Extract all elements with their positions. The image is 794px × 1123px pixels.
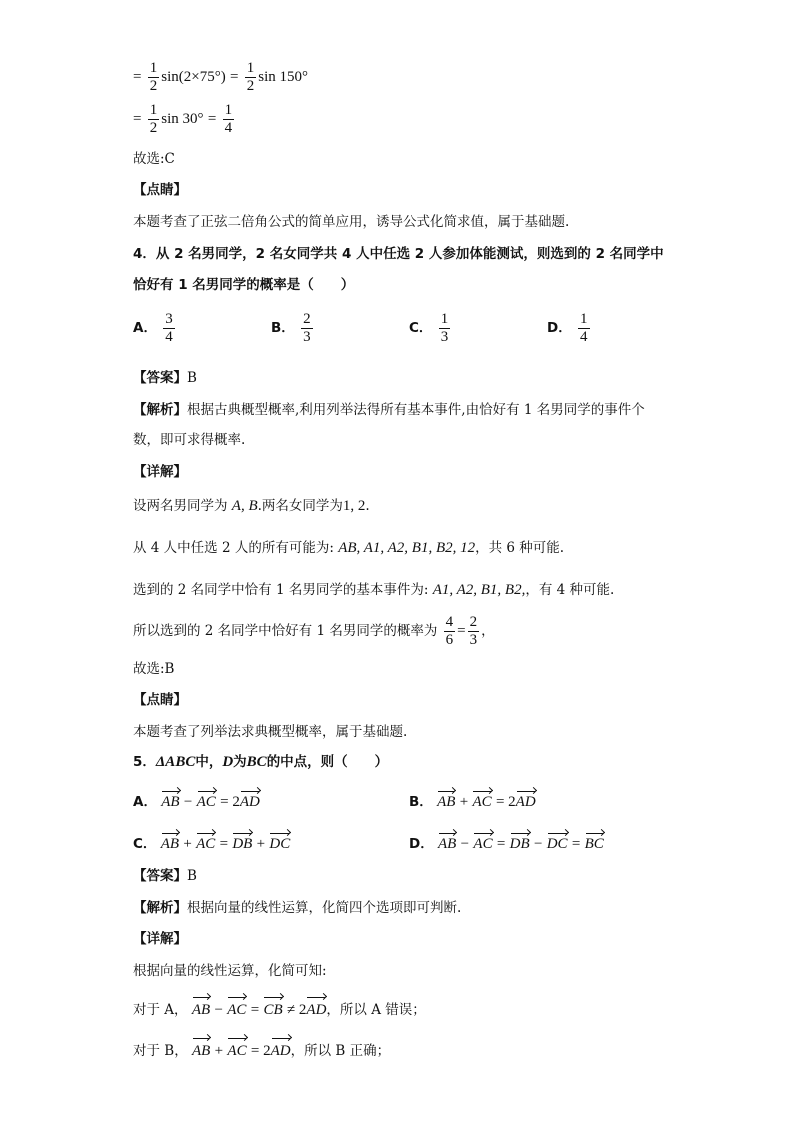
math-text: ΔABC xyxy=(155,754,196,770)
option-label: C． xyxy=(409,320,433,336)
answer-tag: 【答案】 xyxy=(133,868,187,884)
q5-option-d xyxy=(409,832,604,853)
vector: DC xyxy=(269,836,291,852)
vector: AC xyxy=(472,794,492,810)
q4-stem-line-1: 4．从 2 名男同学，2 名女同学共 4 人中任选 2 人参加体能测试，则选到的 2 名同学中 xyxy=(133,246,664,262)
q5-option-a xyxy=(133,790,260,811)
prev-choice: 故选:C xyxy=(133,151,175,167)
q5-reason-b xyxy=(133,1041,390,1061)
q5-option-c xyxy=(133,832,290,853)
option-label: B． xyxy=(409,794,433,810)
option-label: A． xyxy=(133,794,157,810)
operator: + xyxy=(183,836,192,852)
math-text: (2×75°) xyxy=(178,69,226,85)
detail-text: . xyxy=(365,498,370,514)
math-text: A1, A2, B1, B2, xyxy=(432,582,526,598)
q4-option-b xyxy=(271,311,315,346)
answer-value: B xyxy=(187,868,197,884)
fraction: $\frac{1}{2}$ xyxy=(149,102,158,136)
vector: CB xyxy=(263,1002,283,1018)
math-text: D xyxy=(222,754,234,770)
fraction: $\frac{4}{6}$ xyxy=(445,614,454,648)
q5-analysis xyxy=(133,898,461,918)
vector: AC xyxy=(227,1043,247,1059)
fraction: $\frac{1}{3}$ xyxy=(440,311,449,345)
vector: AB xyxy=(191,1002,211,1018)
operator: = 2 xyxy=(495,794,516,810)
q4-comment: 本题考查了列举法求典概型概率，属于基础题. xyxy=(133,724,408,740)
vector: AB xyxy=(161,794,180,810)
q5-reason-a xyxy=(133,1000,426,1020)
math-text: sin 150° xyxy=(258,69,309,85)
equals-sign: = xyxy=(133,111,142,127)
analysis-tag: 【解析】 xyxy=(133,900,187,916)
equals-sign: = xyxy=(133,69,142,85)
detail-text: 选到的 2 名同学中恰有 1 名男同学的基本事件为: xyxy=(133,582,429,598)
analysis-text: 根据向量的线性运算，化简四个选项即可判断. xyxy=(187,900,462,916)
q4-stem-line-2: 恰好有 1 名男同学的概率是（ ） xyxy=(133,277,355,293)
vector: BC xyxy=(584,836,604,852)
detail-text: ，共 6 种可能. xyxy=(475,540,565,556)
vector: AB xyxy=(160,836,180,852)
prev-eq-line-1 xyxy=(133,60,308,95)
detail-text: ， xyxy=(481,623,495,639)
prev-comment: 本题考查了正弦二倍角公式的简单应用，诱导公式化简求值，属于基础题. xyxy=(133,214,570,230)
detail-text: 设两名男同学为 xyxy=(133,498,228,514)
q4-choice: 故选:B xyxy=(133,661,175,677)
vector: DB xyxy=(232,836,253,852)
vector: AC xyxy=(227,1002,247,1018)
operator: = 2 xyxy=(250,1043,271,1059)
q4-detail-line-3 xyxy=(133,580,614,600)
option-label: A． xyxy=(133,320,157,336)
vector: DB xyxy=(509,836,530,852)
vector: DC xyxy=(546,836,568,852)
fraction: $\frac{3}{4}$ xyxy=(165,311,173,345)
operator: − xyxy=(214,1002,223,1018)
math-text: BC xyxy=(246,754,267,770)
q5-detail-line-1: 根据向量的线性运算，化简可知: xyxy=(133,963,327,979)
stem-text: 5． xyxy=(133,754,156,770)
operator: = xyxy=(250,1002,260,1018)
option-label: C． xyxy=(133,836,157,852)
equals-sign: = xyxy=(207,111,217,127)
detail-text: 所以选到的 2 名同学中恰好有 1 名男同学的概率为 xyxy=(133,623,438,639)
equals-sign: = xyxy=(457,623,466,639)
stem-text: 为 xyxy=(233,754,247,770)
detail-text: ，所以 B 正确； xyxy=(290,1043,391,1059)
operator: ≠ 2 xyxy=(286,1002,307,1018)
analysis-tag: 【解析】 xyxy=(133,402,187,418)
analysis-text: 根据古典概型概率,利用列举法得所有基本事件,由恰好有 1 名男同学的事件个 xyxy=(187,402,645,418)
detail-text: 从 4 人中任选 2 人的所有可能为: xyxy=(133,540,334,556)
vector: AB xyxy=(437,794,456,810)
vector: AD xyxy=(306,1002,327,1018)
q4-option-a xyxy=(133,311,177,346)
fraction: $\frac{1}{2}$ xyxy=(149,60,158,94)
q4-comment-tag: 【点睛】 xyxy=(133,692,187,708)
q5-stem xyxy=(133,752,388,772)
vector: AC xyxy=(196,836,216,852)
q5-option-b xyxy=(409,790,536,811)
detail-text: 对于 A， xyxy=(133,1002,188,1018)
q5-answer xyxy=(133,866,197,886)
stem-text: 中， xyxy=(195,754,223,770)
fraction: $\frac{1}{2}$ xyxy=(246,60,255,94)
operator: + xyxy=(459,794,469,810)
prev-eq-line-2 xyxy=(133,102,236,137)
q4-option-d xyxy=(547,311,592,346)
q4-analysis-line-2: 数，即可求得概率. xyxy=(133,432,246,448)
math-text: sin xyxy=(161,69,179,85)
q4-option-c xyxy=(409,311,452,346)
q4-analysis-line-1 xyxy=(133,400,645,420)
answer-value: B xyxy=(187,370,197,386)
stem-text: 的中点，则（ ） xyxy=(266,754,389,770)
vector: AC xyxy=(473,836,493,852)
q4-detail-line-2 xyxy=(133,538,564,558)
operator: + xyxy=(256,836,266,852)
math-text: A, B xyxy=(231,498,258,514)
vector: AD xyxy=(270,1043,291,1059)
detail-text: ，所以 A 错误； xyxy=(326,1002,426,1018)
vector: AC xyxy=(196,794,216,810)
operator: − xyxy=(183,794,193,810)
q4-detail-tag: 【详解】 xyxy=(133,464,187,480)
detail-text: 对于 B， xyxy=(133,1043,188,1059)
math-text: sin 30° xyxy=(161,111,204,127)
operator: = xyxy=(496,836,506,852)
vector: AD xyxy=(239,794,260,810)
option-label: D． xyxy=(409,836,434,852)
operator: = xyxy=(219,836,229,852)
fraction: $\frac{2}{3}$ xyxy=(469,614,478,648)
operator: = 2 xyxy=(220,794,240,810)
vector: AB xyxy=(438,836,457,852)
operator: = xyxy=(571,836,581,852)
answer-tag: 【答案】 xyxy=(133,370,187,386)
vector: AD xyxy=(515,794,536,810)
operator: − xyxy=(460,836,470,852)
q4-detail-line-4 xyxy=(133,614,495,649)
math-text: 1, 2 xyxy=(342,498,366,514)
operator: − xyxy=(533,836,543,852)
fraction: $\frac{2}{3}$ xyxy=(303,311,311,345)
option-label: D． xyxy=(547,320,572,336)
vector: AB xyxy=(192,1043,211,1059)
prev-comment-tag: 【点睛】 xyxy=(133,182,187,198)
fraction: $\frac{1}{4}$ xyxy=(224,102,233,136)
q4-answer xyxy=(133,368,197,388)
detail-text: ，有 4 种可能. xyxy=(525,582,615,598)
fraction: $\frac{1}{4}$ xyxy=(580,311,588,345)
equals-sign: = xyxy=(230,69,239,85)
option-label: B． xyxy=(271,320,295,336)
detail-text: .两名女同学为 xyxy=(257,498,343,514)
q5-detail-tag: 【详解】 xyxy=(133,931,187,947)
q4-detail-line-1 xyxy=(133,496,370,516)
operator: + xyxy=(214,1043,224,1059)
math-text: AB, A1, A2, B1, B2, 12 xyxy=(338,540,476,556)
